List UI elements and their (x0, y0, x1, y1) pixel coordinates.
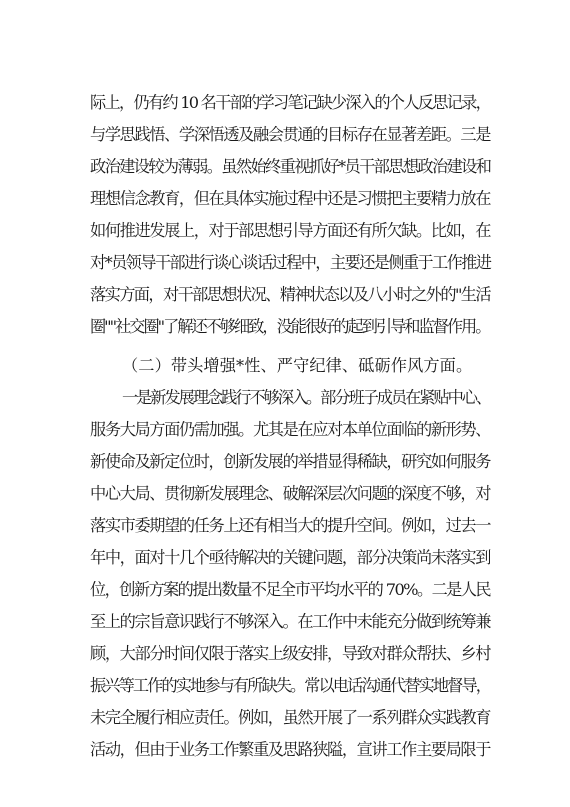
text-line: 政治建设较为薄弱。虽然始终重视抓好*员干部思想政治建设和 (90, 157, 491, 176)
text-line: 顾，大部分时间仅限于落实上级安排，导致对群众帮扶、乡村 (90, 644, 490, 663)
text-line: 落实方面，对干部思想状况、精神状态以及八小时之外的"生活 (90, 285, 490, 304)
section-heading: （二）带头增强*性、严守纪律、砥砺作风方面。 (122, 356, 473, 375)
text-line: 新使命及新定位时，创新发展的举措显得稀缺，研究如何服务 (90, 452, 490, 471)
text-line: 位，创新方案的提出数量不足全市平均水平的 70%。二是人民 (90, 580, 490, 599)
text-line: 落实市委期望的任务上还有相当大的提升空间。例如，过去一 (90, 516, 490, 535)
text-line: 活动，但由于业务工作繁重及思路狭隘，宣讲工作主要局限于 (90, 740, 490, 759)
text-line: 年中，面对十几个亟待解决的关键问题，部分决策尚未落实到 (90, 548, 490, 567)
text-line: 未完全履行相应责任。例如，虽然开展了一系列群众实践教育 (90, 708, 490, 727)
text-line: 服务大局方面仍需加强。尤其是在应对本单位面临的新形势、 (90, 420, 490, 439)
text-line: 际上，仍有约 10 名干部的学习笔记缺少深入的个人反思记录， (90, 93, 490, 112)
text-line: 如何推进发展上，对于部思想引导方面还有所欠缺。比如，在 (90, 221, 490, 240)
text-line: 对*员领导干部进行谈心谈话过程中，主要还是侧重于工作推进 (90, 253, 491, 272)
paragraph-political-construction (90, 87, 490, 343)
text-line: 振兴等工作的实地参与有所缺失。常以电话沟通代替实地督导， (90, 676, 491, 695)
text-line: 中心大局、贯彻新发展理念、破解深层次问题的深度不够，对 (90, 484, 490, 503)
text-line: 与学思践悟、学深悟透及融会贯通的目标存在显著差距。三是 (90, 125, 490, 144)
text-line: 至上的宗旨意识践行不够深入。在工作中未能充分做到统筹兼 (90, 612, 490, 631)
text-line: 理想信念教育，但在具体实施过程中还是习惯把主要精力放在 (90, 189, 490, 208)
text-line: 圈""社交圈"了解还不够细致，没能很好的起到引导和监督作用。 (90, 317, 490, 336)
section-two (90, 350, 490, 766)
text-line: 一是新发展理念践行不够深入。部分班子成员在紧贴中心、 (122, 388, 490, 407)
